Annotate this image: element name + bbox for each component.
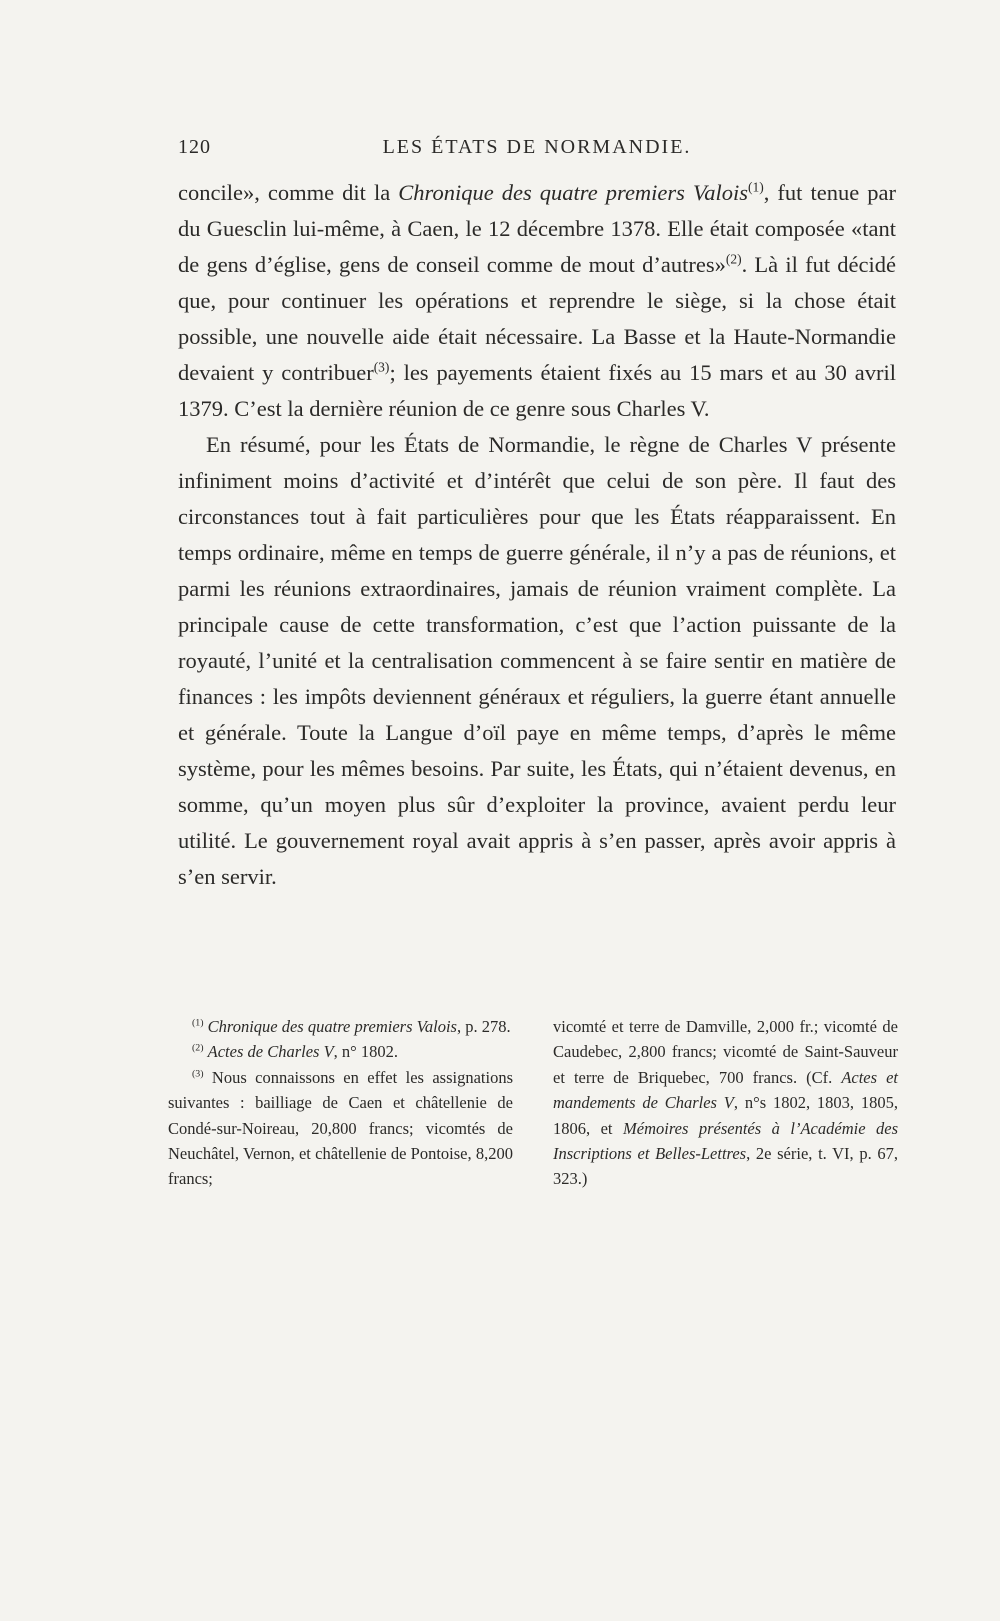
footnotes-right-column bbox=[553, 1014, 898, 1192]
footnote-3 bbox=[168, 1065, 513, 1192]
text-run: ; les payements étaient fixés au 15 mars et au 30 avril 1379. C’est la dernière réunion de ce genre sous Charles V. bbox=[178, 360, 896, 421]
footnote-title: Actes et mandements de Charles V bbox=[553, 1067, 899, 1113]
footnote-ref-1: (1) bbox=[748, 179, 764, 195]
footnote-1 bbox=[168, 1014, 513, 1039]
text-run: Nous connaissons en effet les assignations suivantes : bailliage de Caen et châtellenie de Condé-sur-Noireau, 20,800 francs; vicomtés de Neuchâtel, Vernon, et châtellenie de Pontoise, 8,200 francs; bbox=[168, 1067, 513, 1189]
footnote-title: Chronique des quatre premiers Valois bbox=[207, 1017, 457, 1036]
paragraph-2: En résumé, pour les États de Normandie, le règne de Charles V présente infiniment moins d’activité et d’intérêt que celui de son père. Il faut des circonstances tout à fait particulières pour que les États réapparaissent. En temps ordinaire, même en temps de guerre générale, il n’y a pas de réunions, et parmi les réunions extraordinaires, jamais de réunion vraiment complète. La principale cause de cette transformation, c’est que l’action puissante de la royauté, l’unité et la centralisation commencent à se faire sentir en matière de finances : les impôts deviennent généraux et réguliers, la guerre étant annuelle et générale. Toute la Langue d’oïl paye en même temps, d’après le même système, pour les mêmes besoins. Par suite, les États, qui n’étaient devenus, en somme, qu’un moyen plus sûr d’exploiter la province, avaient perdu leur utilité. Le gouvernement royal avait appris à s’en passer, après avoir appris à s’en servir. bbox=[178, 432, 896, 889]
footnotes-left-column bbox=[168, 1014, 513, 1192]
footnote-title: Mémoires présentés à l’Académie des Inscriptions et Belles-Lettres bbox=[553, 1118, 898, 1164]
running-title: LES ÉTATS DE NORMANDIE. bbox=[382, 136, 692, 158]
footnotes bbox=[168, 1014, 898, 1192]
footnote-ref-2: (2) bbox=[725, 251, 742, 267]
text-run: . Là il fut décidé que, pour continuer les opérations et reprendre le siège, si la chose était possible, une nouvelle aide était nécessaire. La Basse et la Haute-Normandie devaient y contribuer bbox=[178, 252, 896, 385]
footnote-2 bbox=[168, 1039, 513, 1064]
work-title: Chronique des quatre premiers Valois bbox=[398, 180, 748, 205]
text-run: vicomté et terre de Damville, 2,000 fr.; vicomté de Caudebec, 2,800 francs; vicomté de Saint-Sauveur et terre de Briquebec, 700 francs. (Cf. bbox=[553, 1017, 898, 1087]
footnote-marker: (2) bbox=[192, 1042, 204, 1054]
paragraph-1 bbox=[178, 175, 896, 427]
main-text bbox=[178, 175, 896, 895]
text-run: concile», comme dit la bbox=[178, 180, 399, 205]
text-run: , n°s 1802, 1803, 1805, 1806, et bbox=[553, 1093, 898, 1138]
page-number: 120 bbox=[178, 136, 211, 158]
footnote-ref-3: (3) bbox=[373, 359, 390, 375]
text-run: , 2e série, t. VI, p. 67, 323.) bbox=[553, 1144, 898, 1189]
footnote-marker: (3) bbox=[192, 1068, 204, 1080]
text-run: , p. 278. bbox=[456, 1017, 511, 1036]
footnote-marker: (1) bbox=[192, 1017, 204, 1029]
text-run: , n° 1802. bbox=[333, 1042, 399, 1062]
footnote-title: Actes de Charles V bbox=[207, 1042, 334, 1062]
page-header bbox=[178, 132, 896, 168]
text-run: , fut tenue par du Guesclin lui-même, à Caen, le 12 décembre 1378. Elle était composée «tant de gens d’église, gens de conseil comme de mout d’autres» bbox=[178, 180, 896, 277]
footnote-3-continued bbox=[553, 1014, 898, 1192]
